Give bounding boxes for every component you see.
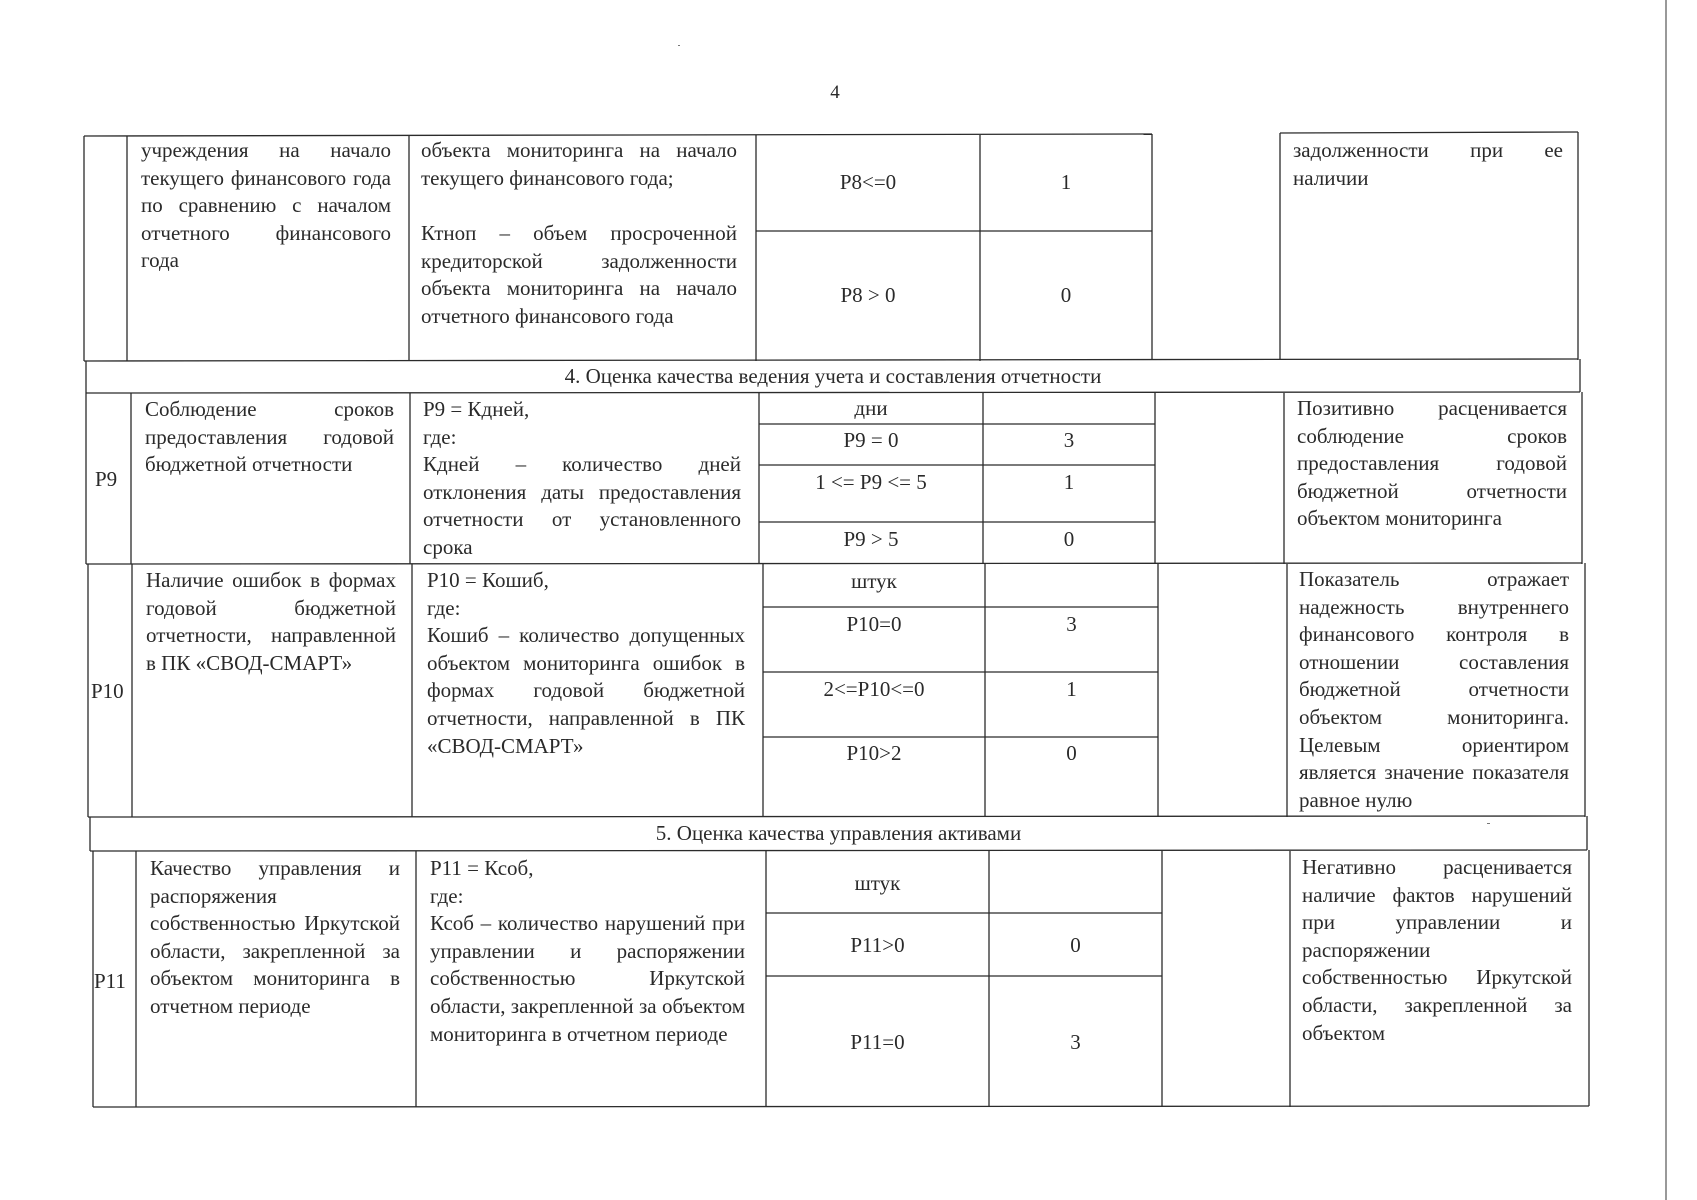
condition-cell: P9 = 0 xyxy=(843,428,899,452)
condition-cell: P8 > 0 xyxy=(840,283,896,307)
condition-cell: 1 <= P9 <= 5 xyxy=(815,470,927,494)
score-cell: 0 xyxy=(1063,527,1075,551)
indicator-name: Качество управления и распоряжения собственностью Иркутской области, закрепленной за объектом мониторинга в отчетном периоде xyxy=(150,856,400,1018)
indicator-code: P10 xyxy=(91,679,124,703)
indicator-name: Наличие ошибок в формах годовой бюджетной отчетности, направленной в ПК «СВОД-СМАРТ» xyxy=(146,568,396,675)
indicator-name: учреждения на начало текущего финансового года по сравнению с началом отчетного финансового года xyxy=(141,138,391,273)
formula-description: P11 = Ксоб, где: Ксоб – количество нарушений при управлении и распоряжении собственностью Иркутской области, закрепленной за объектом мониторинга в отчетном периоде xyxy=(430,856,745,1046)
score-cell: 0 xyxy=(1070,933,1081,957)
section-header: 4. Оценка качества ведения учета и составления отчетности xyxy=(564,364,1102,388)
page-number: 4 xyxy=(830,82,840,103)
unit-cell: штук xyxy=(851,569,897,593)
unit-cell: дни xyxy=(854,396,888,420)
formula-description: объекта мониторинга на начало текущего финансового года; xyxy=(421,138,737,190)
score-cell: 3 xyxy=(1070,1030,1081,1054)
score-cell: 3 xyxy=(1063,428,1075,452)
condition-cell: P9 > 5 xyxy=(843,527,899,551)
comment-cell: задолженности при ее наличии xyxy=(1293,138,1563,190)
condition-cell: P10>2 xyxy=(846,741,902,765)
indicator-name: Соблюдение сроков предоставления годовой бюджетной отчетности xyxy=(145,397,394,477)
condition-cell: P10=0 xyxy=(846,612,902,636)
comment-cell: Позитивно расценивается соблюдение сроков предоставления годовой бюджетной отчетности объектом мониторинга xyxy=(1297,396,1567,531)
condition-cell: P11>0 xyxy=(850,933,905,957)
comment-cell: Негативно расценивается наличие фактов нарушений при управлении и распоряжении собственностью Иркутской области, закрепленной за объектом xyxy=(1302,855,1572,1045)
score-cell: 1 xyxy=(1063,470,1075,494)
score-cell: 0 xyxy=(1060,283,1072,307)
formula-description: Ктноп – объем просроченной кредиторской задолженности объекта мониторинга на начало отчетного финансового года xyxy=(421,221,737,328)
score-cell: 3 xyxy=(1066,612,1077,636)
indicator-code: P9 xyxy=(95,467,118,491)
unit-cell: штук xyxy=(854,871,901,895)
formula-description: P10 = Кошиб, где: Кошиб – количество допущенных объектом мониторинга ошибок в формах годовой бюджетной отчетности, направленной в ПК «СВОД-СМАРТ» xyxy=(427,568,745,758)
score-cell: 1 xyxy=(1060,170,1072,194)
comment-cell: Показатель отражает надежность внутреннего финансового контроля в отношении составления бюджетной отчетности объектом мониторинга. Целевым ориентиром является значение показателя равное нулю xyxy=(1299,567,1569,812)
formula-description: P9 = Кдней, где: Кдней – количество дней отклонения даты предоставления отчетности от установленного срока xyxy=(423,397,741,559)
score-cell: 1 xyxy=(1066,677,1077,701)
condition-cell: 2<=P10<=0 xyxy=(823,677,925,701)
condition-cell: P8<=0 xyxy=(839,170,897,194)
score-cell: 0 xyxy=(1066,741,1077,765)
indicator-code: P11 xyxy=(94,969,126,993)
condition-cell: P11=0 xyxy=(850,1030,905,1054)
section-header: 5. Оценка качества управления активами xyxy=(655,821,1022,845)
